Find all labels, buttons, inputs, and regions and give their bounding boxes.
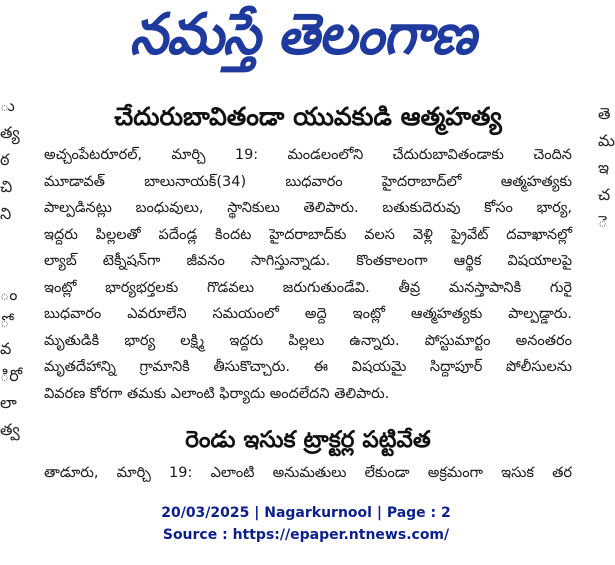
edge-fragment: ు: [0, 96, 15, 115]
edge-fragment: ిరో: [0, 366, 23, 385]
footer-source-line: Source : https://epaper.ntnews.com/: [162, 527, 450, 543]
article1-headline: చేదురుబావితండా యువకుడి ఆత్మహత్య: [114, 102, 502, 131]
article1-line: వివరణ కోరగా తమకు ఎలాంటి ఫిర్యాదు అందలేదని తెలిపారు.: [44, 385, 390, 402]
edge-fragment: ని: [0, 204, 12, 223]
article1-line: ల్యాబ్ టెక్నీషన్‌గా జీవనం సాగిస్తున్నాడు. కొంతకాలంగా ఆర్థిక విషయాలపై: [44, 253, 572, 269]
edge-fragment: వ: [0, 339, 12, 358]
edge-fragment: ఠ: [0, 150, 10, 169]
article2-line: తాడూరు, మార్చి 19: ఎలాంటి అనుమతులు లేకుండా అక్రమంగా ఇసుక తర: [44, 465, 572, 481]
right-column-edge-fragments: [598, 100, 615, 235]
article1-line: ఇంట్లో భార్యభర్తలకు గొడవలు జరుగుతుండేవి. తీవ్ర మనస్తాపానికి గురై: [44, 279, 572, 296]
newspaper-masthead: నమస్తే తెలంగాణ: [129, 0, 476, 67]
edge-fragment: త్వ: [0, 420, 20, 439]
article1-body: [44, 142, 572, 407]
article2-body: [44, 460, 572, 487]
article1-line: పాల్పడినట్లు బంధువులు, స్థానికులు తెలిపారు. బతుకుదెరువు కోసం భార్య,: [44, 200, 572, 216]
edge-fragment: లా: [0, 393, 17, 412]
article1-line: ఇద్దరు పిల్లలతో పదేండ్ల కిందట హైదరాబాద్‌కు వలస వెళ్లి ప్రైవేట్ దవాఖానల్లో: [44, 226, 572, 243]
edge-fragment: ె: [598, 212, 608, 231]
article1-line: బుధవారం ఎవరూలేని సమయంలో అద్దె ఇంట్లో ఆత్మహత్యకు పాల్పడ్డారు.: [44, 306, 572, 322]
edge-fragment: చి: [0, 177, 13, 196]
edge-fragment: చ: [598, 185, 611, 204]
edge-fragment: [0, 254, 18, 281]
edge-fragment: త్య: [0, 123, 20, 142]
edge-fragment: మ: [598, 131, 615, 150]
article1-line: మృతుడికి భార్య లక్ష్మి ఇద్దరు పిల్లలు ఉన్నారు. పోస్టుమార్టం అనంతరం: [44, 332, 572, 349]
article1-line: అచ్చంపేటరూరల్, మార్చి 19: మండలంలోని చేదురుబావితండాకు చెందిన: [44, 147, 572, 163]
article1-line: మృతదేహాన్ని గ్రామానికి తీసుకొచ్చారు. ఈ విషయమై సిద్దాపూర్ పోలీసులను: [44, 359, 572, 375]
edge-fragment: ఇ: [598, 158, 610, 177]
edge-fragment: ో: [0, 312, 10, 331]
edge-fragment: [0, 227, 18, 254]
footer-date-line: 20/03/2025 | Nagarkurnool | Page : 2: [161, 505, 451, 521]
article1-line: మూడావత్ బాలునాయక్(34) బుధవారం హైదరాబాద్‌లో ఆత్మహత్యకు: [44, 173, 572, 190]
edge-fragment: తె: [598, 104, 611, 123]
edge-fragment: ం: [0, 285, 18, 304]
article2-headline: రెండు ఇసుక ట్రాక్టర్ల పట్టివేత: [185, 427, 431, 453]
left-column-edge-fragments: [0, 92, 23, 443]
